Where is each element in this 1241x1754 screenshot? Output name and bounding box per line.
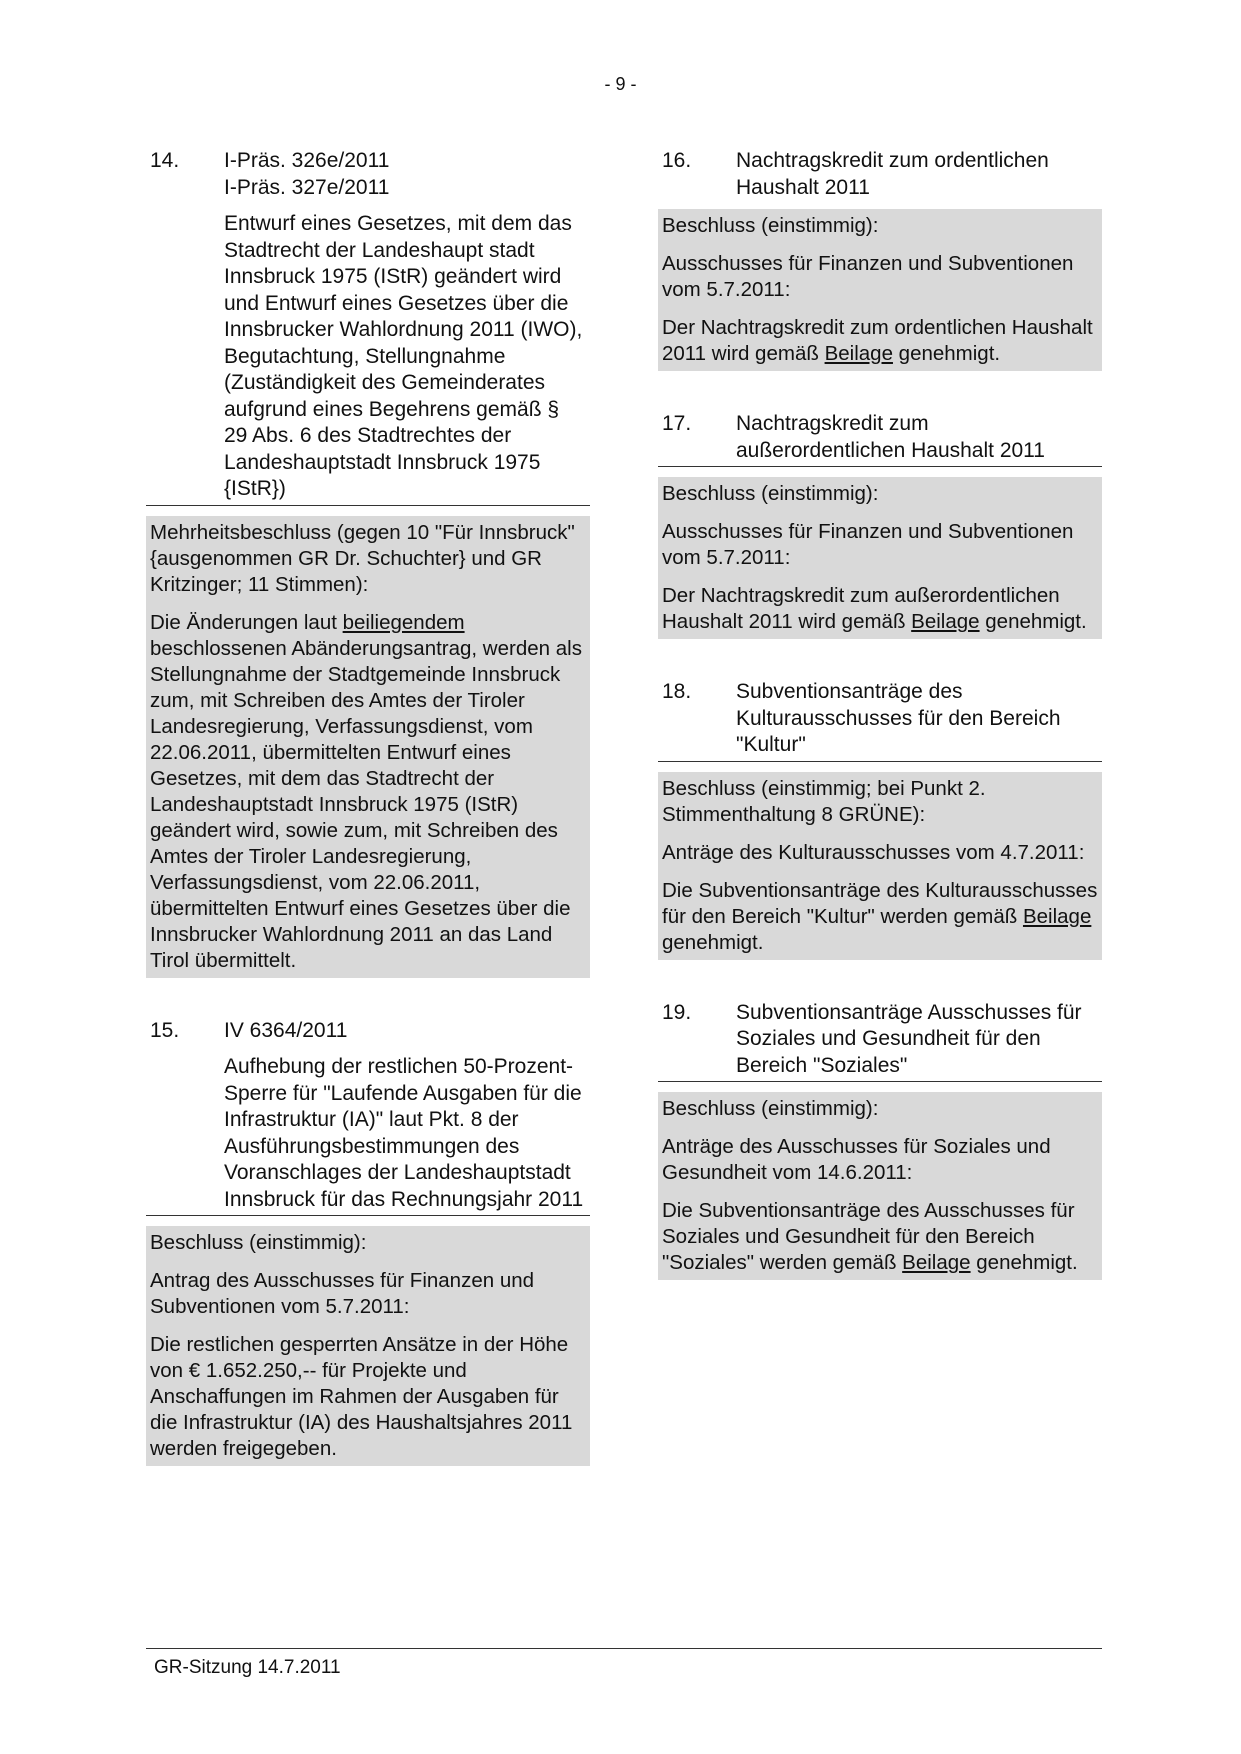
item-heading: [658, 148, 1102, 203]
decision-box: [658, 1092, 1102, 1280]
attachment-link[interactable]: Beilage: [824, 342, 893, 365]
attachment-link[interactable]: Beilage: [911, 610, 980, 633]
decision-box: [658, 477, 1102, 639]
item-heading: [146, 1018, 590, 1217]
agenda-item-17: [658, 411, 1102, 639]
item-number: 17.: [662, 412, 692, 435]
footer-text: GR-Sitzung 14.7.2011: [154, 1657, 341, 1678]
decision-type: Beschluss (einstimmig):: [662, 1097, 879, 1120]
right-column: [658, 148, 1102, 1320]
decision-text: Die Änderungen laut beiliegendem beschlossenen Abänderungsantrag, werden als Stellungnahme der Stadtgemeinde Innsbruck zum, mit Schreiben des Amtes der Tiroler Landesregierung, Verfassungsdienst, vom 22.06.2011, übermittelten Entwurf eines Gesetzes, mit dem das Stadtrecht der Landeshauptstadt Innsbruck 1975 (IStR) geändert wird, sowie zum, mit Schreiben des Amtes der Tiroler Landesregierung, Verfassungsdienst, vom 22.06.2011, übermittelten Entwurf eines Gesetzes über die Innsbrucker Wahlordnung 2011 an das Land Tirol übermittelt.: [150, 610, 582, 972]
item-heading: [658, 411, 1102, 467]
item-number: 16.: [662, 149, 692, 172]
decision-text: Die Subventionsanträge des Kulturausschusses für den Bereich "Kultur" werden gemäß Beilage genehmigt.: [662, 878, 1098, 954]
decision-box: [146, 516, 590, 978]
decision-text: Der Nachtragskredit zum außerordentlichen Haushalt 2011 wird gemäß Beilage genehmigt.: [662, 584, 1087, 633]
decision-motion: Antrag des Ausschusses für Finanzen und Subventionen vom 5.7.2011:: [150, 1269, 535, 1318]
item-title: Nachtragskredit zum ordentlichen Haushalt 2011: [736, 149, 1049, 199]
attachment-link[interactable]: Beilage: [1022, 904, 1092, 928]
attachment-link[interactable]: Beilage: [902, 1251, 971, 1274]
decision-type: Beschluss (einstimmig):: [662, 482, 879, 505]
left-column: [146, 148, 590, 1506]
decision-type: Beschluss (einstimmig):: [150, 1231, 367, 1254]
attachment-link[interactable]: beiliegendem: [342, 610, 465, 634]
page-number: - 9 -: [604, 74, 637, 94]
item-reference: IV 6364/2011: [224, 1018, 348, 1042]
decision-text: Der Nachtragskredit zum ordentlichen Haushalt 2011 wird gemäß Beilage genehmigt.: [662, 316, 1093, 365]
decision-motion: Anträge des Kulturausschusses vom 4.7.2011:: [662, 840, 1085, 864]
item-number: 15.: [150, 1018, 180, 1042]
decision-type: Beschluss (einstimmig; bei Punkt 2. Stimmenthaltung 8 GRÜNE):: [662, 776, 986, 826]
footer-divider: [146, 1648, 1102, 1649]
item-title: Entwurf eines Gesetzes, mit dem das Stadtrecht der Landeshaupt stadt Innsbruck 1975 (IStR) geändert wird und Entwurf eines Gesetzes über die Innsbrucker Wahlordnung 2011 (IWO), Begutachtung, Stellungnahme (Zuständigkeit des Gemeinderates aufgrund eines Begehrens gemäß § 29 Abs. 6 des Stadtrechtes der Landeshauptstadt Innsbruck 1975 {IStR}): [224, 212, 583, 500]
item-title: Nachtragskredit zum außerordentlichen Haushalt 2011: [736, 412, 1045, 462]
decision-text: Die Subventionsanträge des Ausschusses für Soziales und Gesundheit für den Bereich "Soziales" werden gemäß Beilage genehmigt.: [662, 1199, 1078, 1274]
decision-motion: Ausschusses für Finanzen und Subventionen vom 5.7.2011:: [662, 520, 1074, 569]
item-title: Subventionsanträge des Kulturausschusses für den Bereich "Kultur": [736, 680, 1061, 756]
decision-motion: Anträge des Ausschusses für Soziales und Gesundheit vom 14.6.2011:: [662, 1135, 1051, 1184]
agenda-item-16: [658, 148, 1102, 371]
agenda-item-14: [146, 148, 590, 978]
decision-box: [658, 772, 1102, 960]
item-heading: [146, 148, 590, 506]
agenda-item-19: [658, 1000, 1102, 1281]
decision-type: Beschluss (einstimmig):: [662, 214, 879, 237]
agenda-item-15: [146, 1018, 590, 1467]
decision-box: [146, 1226, 590, 1466]
item-number: 14.: [150, 149, 180, 172]
item-reference: I-Präs. 327e/2011: [224, 175, 390, 199]
item-number: 18.: [662, 680, 692, 703]
decision-box: [658, 209, 1102, 371]
item-heading: [658, 1000, 1102, 1083]
item-title: Subventionsanträge Ausschusses für Soziales und Gesundheit für den Bereich "Soziales": [736, 1000, 1082, 1077]
decision-type: Mehrheitsbeschluss (gegen 10 "Für Innsbruck" {ausgenommen GR Dr. Schuchter} und GR Kritzinger; 11 Stimmen):: [150, 520, 575, 596]
item-heading: [658, 679, 1102, 762]
decision-text: Die restlichen gesperrten Ansätze in der Höhe von € 1.652.250,-- für Projekte und Anschaffungen im Rahmen der Ausgaben für die Infrastruktur (IA) des Haushaltsjahres 2011 werden freigegeben.: [150, 1333, 573, 1460]
item-number: 19.: [662, 1000, 692, 1024]
agenda-item-18: [658, 679, 1102, 960]
decision-motion: Ausschusses für Finanzen und Subventionen vom 5.7.2011:: [662, 252, 1074, 301]
item-title: Aufhebung der restlichen 50-Prozent-Sperre für "Laufende Ausgaben für die Infrastruktur (IA)" laut Pkt. 8 der Ausführungsbestimmungen des Voranschlages der Landeshauptstadt Innsbruck für das Rechnungsjahr 2011: [224, 1055, 584, 1211]
item-reference: I-Präs. 326e/2011: [224, 149, 390, 172]
